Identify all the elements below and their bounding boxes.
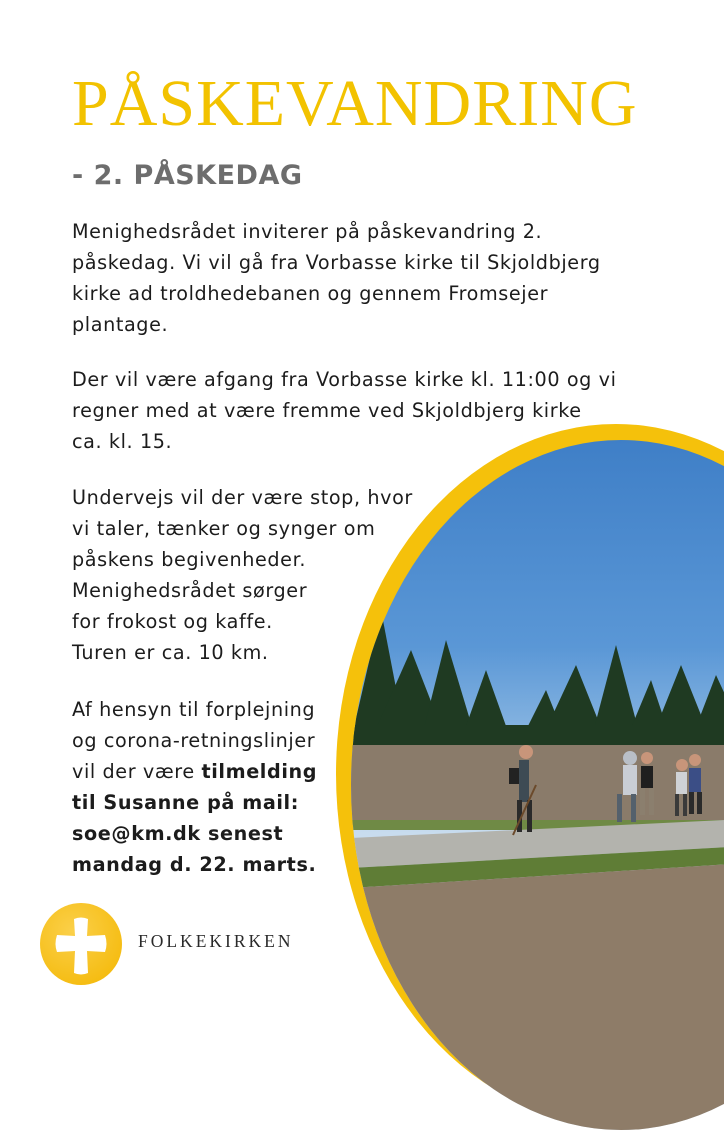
program-paragraph: Undervejs vil der være stop, hvor vi taler, tænker og synger om påskens begivenheder. Menighedsrådet sørger for frokost og kaffe. Turen er ca. 10 km. <box>72 486 413 664</box>
cross-icon <box>40 903 122 985</box>
registration-paragraph <box>72 694 372 880</box>
page-title: PÅSKEVANDRING <box>72 67 638 140</box>
departure-paragraph: Der vil være afgang fra Vorbasse kirke kl. 11:00 og vi regner med at være fremme ved Skjoldbjerg kirke ca. kl. 15. <box>72 368 617 453</box>
registration-text: Af hensyn til forplejning og corona-retningslinjer vil der være <box>72 698 316 783</box>
registration-deadline: tilmelding til Susanne på mail: soe@km.dk senest mandag d. 22. marts. <box>72 760 318 876</box>
intro-paragraph: Menighedsrådet inviterer på påskevandring 2. påskedag. Vi vil gå fra Vorbasse kirke til Skjoldbjerg kirke ad troldhedebanen og gennem Fromsejer plantage. <box>72 220 601 336</box>
folkekirken-logo <box>40 903 122 985</box>
brand-name: FOLKEKIRKEN <box>138 931 294 951</box>
page-subtitle: - 2. PÅSKEDAG <box>72 160 303 191</box>
